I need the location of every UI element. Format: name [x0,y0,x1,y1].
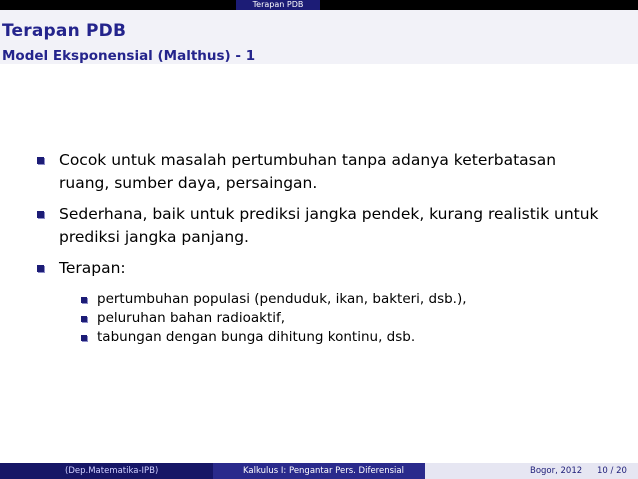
footer-page-number: 10 / 20 [597,466,627,476]
frame-title: Terapan PDB [2,21,127,41]
footer-author-box [0,463,213,479]
footer-course-box [213,463,425,479]
bullet-square-icon [37,265,44,272]
footer-place-date: Bogor, 2012 [530,466,583,476]
list-item-text-line1: Cocok untuk masalah pertumbuhan tanpa adanya keterbatasan [59,151,557,169]
sub-list-item-text: peluruhan bahan radioaktif, [97,310,286,326]
frame-subtitle: Model Eksponensial (Malthus) - 1 [2,48,256,64]
section-indicator[interactable]: Terapan PDB [236,0,320,10]
list-item-text-line2: prediksi jangka panjang. [59,228,249,246]
sub-list-item-text: tabungan dengan bunga dihitung kontinu, dsb. [97,329,416,345]
sub-list-item [97,329,415,347]
sub-list-item-text: pertumbuhan populasi (penduduk, ikan, bakteri, dsb.), [97,291,467,307]
footer-course-title: Kalkulus I: Pengantar Pers. Diferensial [243,466,404,476]
bullet-square-icon [37,157,44,164]
list-item [59,257,126,280]
list-item-text: Terapan: [59,259,126,277]
list-item [59,203,599,249]
footer-bar [0,463,638,479]
sub-list-item [97,310,285,328]
bullet-square-icon [81,297,87,303]
sub-list-item [97,291,467,309]
footer-info-box [425,463,638,479]
bullet-square-icon [81,316,87,322]
list-item-text-line2: ruang, sumber daya, persaingan. [59,174,318,192]
list-item-text-line1: Sederhana, baik untuk prediksi jangka pendek, kurang realistik untuk [59,205,599,223]
footer-author: (Dep.Matematika-IPB) [65,466,159,476]
list-item [59,149,556,195]
bullet-square-icon [81,335,87,341]
bullet-square-icon [37,211,44,218]
